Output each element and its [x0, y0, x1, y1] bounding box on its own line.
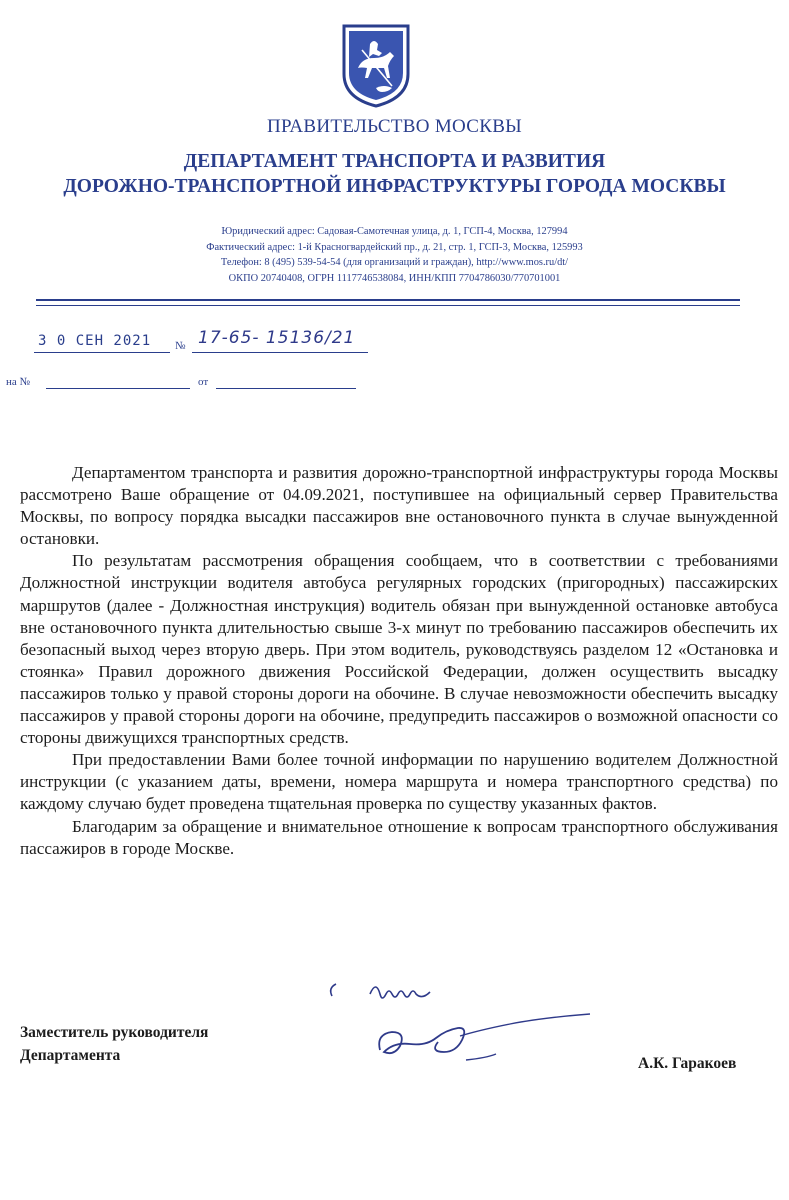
signatory-position-line1: Заместитель руководителя [20, 1024, 209, 1041]
signatory-position-line2: Департамента [20, 1047, 121, 1064]
handwritten-signature-icon [320, 980, 620, 1080]
letter-body [20, 462, 778, 860]
moscow-coat-of-arms-icon [340, 22, 412, 108]
header-divider-thin [36, 305, 740, 306]
department-title-line1: ДЕПАРТАМЕНТ ТРАНСПОРТА И РАЗВИТИЯ [183, 151, 606, 172]
department-title [0, 149, 789, 199]
address-block [0, 224, 789, 286]
number-label: № [175, 340, 186, 352]
number-underline [192, 352, 368, 353]
phone-line: Телефон: 8 (495) 539-54-54 (для организаций и граждан), http://www.mos.ru/dt/ [220, 257, 569, 268]
header-divider-thick [36, 299, 740, 301]
signatory-position [20, 1021, 208, 1067]
body-paragraph-2: По результатам рассмотрения обращения сообщаем, что в соответствии с требованиями Должностной инструкции водителя автобуса регулярных городских (пригородных) пассажирских маршрутов (далее - Должностная инструкция) водитель обязан при вынужденной остановке автобуса вне остановочного пункта длительностью свыше 3-х минут по требованию пассажиров обеспечить их безопасный выход через вторую дверь. При этом водитель, руководствуясь разделом 12 «Остановка и стоянка» Правил дорожного движения Российской Федерации, должен осуществить высадку пассажиров только у правой стороны дороги на обочине. В случае невозможности обеспечить высадку пассажиров у правой стороны дороги на обочине, предупредить пассажиров о возможной опасности со стороны движущихся транспортных средств. [20, 551, 778, 748]
legal-address: Юридический адрес: Садовая-Самотечная улица, д. 1, ГСП-4, Москва, 127994 [221, 226, 568, 237]
department-title-line2: ДОРОЖНО-ТРАНСПОРТНОЙ ИНФРАСТРУКТУРЫ ГОРОДА МОСКВЫ [63, 176, 726, 197]
registration-number: 17-65- 15136/21 [198, 328, 356, 348]
reference-underline [46, 388, 190, 389]
from-label: от [198, 376, 209, 388]
registration-date-stamp: 3 0 СЕН 2021 [38, 333, 152, 349]
reference-label: на № [6, 376, 31, 388]
date-underline [34, 352, 170, 353]
body-paragraph-3: При предоставлении Вами более точной информации по нарушению водителем Должностной инструкции (с указанием даты, времени, номера маршрута и номера транспортного средства) по каждому случаю будет проведена тщательная проверка по существу указанных фактов. [20, 750, 778, 814]
body-paragraph-1: Департаментом транспорта и развития дорожно-транспортной инфраструктуры города Москвы рассмотрено Ваше обращение от 04.09.2021, поступившее на официальный сервер Правительства Москвы, по вопросу порядка высадки пассажиров вне остановочного пункта в случае вынужденной остановки. [20, 463, 778, 549]
registration-codes: ОКПО 20740408, ОГРН 1117746538084, ИНН/КПП 7704786030/770701001 [228, 272, 561, 284]
government-title: ПРАВИТЕЛЬСТВО МОСКВЫ [266, 116, 523, 137]
signatory-name: А.К. Гаракоев [638, 1055, 737, 1072]
body-paragraph-4: Благодарим за обращение и внимательное отношение к вопросам транспортного обслуживания пассажиров в городе Москве. [20, 816, 778, 858]
actual-address: Фактический адрес: 1-й Красногвардейский пр., д. 21, стр. 1, ГСП-3, Москва, 125993 [206, 241, 583, 253]
from-underline [216, 388, 356, 389]
